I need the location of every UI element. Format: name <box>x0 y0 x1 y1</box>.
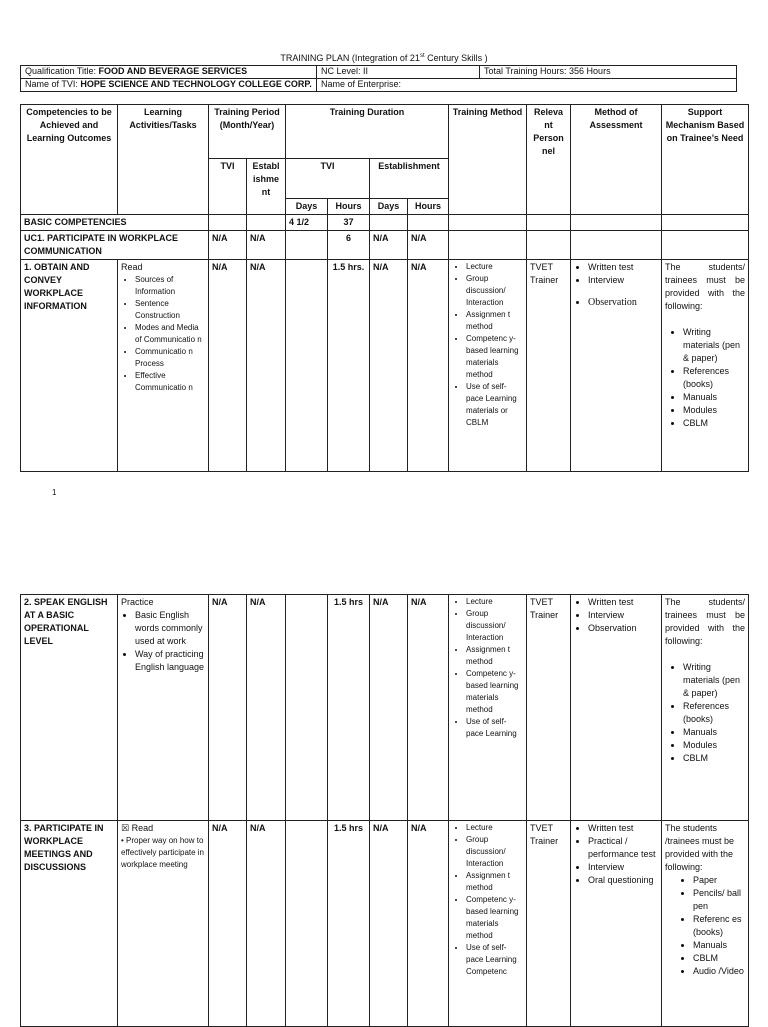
list-item: • Effective Communicatio n <box>135 370 205 394</box>
header-duration-establishment: Establishment <box>370 159 449 199</box>
list-item: • Manuals <box>683 726 745 739</box>
title-suffix: Century Skills ) <box>424 53 488 63</box>
qualification-title: Qualification Title: FOOD AND BEVERAGE SERVICES <box>21 66 317 79</box>
list-item: • Modules <box>683 404 745 417</box>
header-assessment: Method of Assessment <box>571 105 662 215</box>
enterprise-name: Name of Enterprise: <box>317 79 737 92</box>
header-support: Support Mechanism Based on Trainee’s Need <box>662 105 749 215</box>
list-item: • Written test <box>588 822 658 835</box>
list-item: • Way of practicing English language <box>135 648 205 674</box>
list-item: • Group discussion/ Interaction <box>466 834 523 870</box>
table-row: 2. SPEAK ENGLISH AT A BASIC OPERATIONAL LEVEL Practice • Basic English words commonly used at work • Way of practicing English language N/A N/A 1.5 hrs N/A N/A • Lecture • Group discussion/ Interaction • Assignmen t method • Competenc y-based learning materials method • Use of self-pace Learning TVET Trainer • Written test • Interview • Observation The students/ trainees must be provided with the following: • Writing materials (pen & paper) • References (books) • Manuals • Modules • CBLM <box>21 595 749 821</box>
uc1-row: UC1. PARTICIPATE IN WORKPLACE COMMUNICATION N/A N/A 6 N/A N/A <box>21 231 749 260</box>
header-personnel: Releva nt Person nel <box>527 105 571 215</box>
table-row: 1. OBTAIN AND CONVEY WORKPLACE INFORMATION Read • Sources of Information • Sentence Construction • Modes and Media of Communicatio n • Communicatio n Process • Effective Communicatio n N/A N/A 1.5 hrs. N/A N/A • Lecture • Group discussion/ Interaction • Assignmen t method • Competenc y-based learning materials method • Use of self-pace Learning materials or CBLM TVET Trainer • Written test • Interview • Observation The students/ trainees must be provided with the following: • Writing materials (pen & paper) • References (books) • Manuals • Modules • CBLM <box>21 260 749 472</box>
competency-3: 3. PARTICIPATE IN WORKPLACE MEETINGS AND DISCUSSIONS <box>21 821 118 1027</box>
list-item: • Practical / performance test <box>588 835 658 861</box>
methods-2 <box>449 595 527 821</box>
list-item: • Oral questioning <box>588 874 658 887</box>
assessment-3 <box>571 821 662 1027</box>
list-item: • References (books) <box>683 700 745 726</box>
assessment-1: • Written test • Interview • Observation <box>571 260 662 472</box>
list-item: • Pencils/ ball pen <box>693 887 745 913</box>
list-item: • CBLM <box>683 752 745 765</box>
header-tvi-hours: Hours <box>328 199 370 215</box>
list-item: • Assignmen t method <box>466 870 523 894</box>
list-item: • Written test <box>588 261 658 274</box>
list-item: • Lecture <box>466 822 523 834</box>
list-item: • Paper <box>693 874 745 887</box>
header-method: Training Method <box>449 105 527 215</box>
list-item: • Interview <box>588 861 658 874</box>
checkbox-glyph-icon: ☒ <box>121 823 130 833</box>
header-period-establishment: Establ ishme nt <box>247 159 286 215</box>
nc-level: NC Level: II <box>317 66 480 79</box>
header-period: Training Period (Month/Year) <box>209 105 286 159</box>
training-plan-table-continued <box>20 594 749 1027</box>
list-item: • Basic English words commonly used at work <box>135 609 205 648</box>
training-plan-table <box>20 104 749 472</box>
activities-3: ☒ Read • Proper way on how to effectively participate in workplace meeting <box>118 821 209 1027</box>
list-item: • References (books) <box>683 365 745 391</box>
list-item: • Sources of Information <box>135 274 205 298</box>
activities-1: Read • Sources of Information • Sentence Construction • Modes and Media of Communicatio n • Communicatio n Process • Effective Communicatio n <box>118 260 209 472</box>
activities-list-1 <box>121 274 205 394</box>
list-item: • CBLM <box>693 952 745 965</box>
title-sup: st <box>419 53 425 59</box>
list-item: • Assignmen t method <box>466 644 523 668</box>
list-item: • Writing materials (pen & paper) <box>683 661 745 700</box>
uc1-label: UC1. PARTICIPATE IN WORKPLACE COMMUNICATION <box>21 231 209 260</box>
page-number: 1 <box>52 488 57 497</box>
basic-days: 4 1/2 <box>286 215 328 231</box>
list-item: • Competenc y-based learning materials method <box>466 668 523 716</box>
table-row: 3. PARTICIPATE IN WORKPLACE MEETINGS AND DISCUSSIONS ☒ Read • Proper way on how to effectively participate in workplace meeting N/A N/A 1.5 hrs N/A N/A • Lecture • Group discussion/ Interaction • Assignmen t method • Competenc y-based learning materials method • Use of self-pace Learning Competenc TVET Trainer • Written test • Practical / performance test • Interview • Oral questioning The students /trainees must be provided with the following: • Paper • Pencils/ ball pen • Referenc es (books) • Manuals • CBLM • Audio /Video <box>21 821 749 1027</box>
list-item: • Interview <box>588 609 658 622</box>
personnel-2: TVET Trainer <box>527 595 571 821</box>
list-item: • Communicatio n Process <box>135 346 205 370</box>
list-item: • Group discussion/ Interaction <box>466 273 523 309</box>
personnel-3: TVET Trainer <box>527 821 571 1027</box>
list-item: • Interview <box>588 274 658 287</box>
basic-competencies-row <box>21 215 749 231</box>
basic-competencies-label: BASIC COMPETENCIES <box>21 215 209 231</box>
personnel-1: TVET Trainer <box>527 260 571 472</box>
list-item: • Manuals <box>683 391 745 404</box>
activities-2: Practice • Basic English words commonly used at work • Way of practicing English language <box>118 595 209 821</box>
qualification-value: FOOD AND BEVERAGE SERVICES <box>98 66 248 76</box>
header-row <box>21 105 749 159</box>
support-3: The students /trainees must be provided with the following: • Paper • Pencils/ ball pen • Referenc es (books) • Manuals • CBLM • Audio /Video <box>662 821 749 1027</box>
list-item: • Competenc y-based learning materials method <box>466 894 523 942</box>
list-item: • Group discussion/ Interaction <box>466 608 523 644</box>
total-training-hours: Total Training Hours: 356 Hours <box>480 66 737 79</box>
header-tvi-days: Days <box>286 199 328 215</box>
header-est-days: Days <box>370 199 408 215</box>
header-est-hours: Hours <box>408 199 449 215</box>
list-item: • Lecture <box>466 261 523 273</box>
methods-1 <box>449 260 527 472</box>
document-title <box>0 53 768 63</box>
list-item: • Modules <box>683 739 745 752</box>
list-item: • CBLM <box>683 417 745 430</box>
support-1: The students/ trainees must be provided with the following: • Writing materials (pen & paper) • References (books) • Manuals • Modules • CBLM <box>662 260 749 472</box>
header-period-tvi: TVI <box>209 159 247 215</box>
list-item: • Written test <box>588 596 658 609</box>
list-item: • Use of self-pace Learning Competenc <box>466 942 523 978</box>
competency-1: 1. OBTAIN AND CONVEY WORKPLACE INFORMATION <box>21 260 118 472</box>
assessment-2 <box>571 595 662 821</box>
list-item: • Manuals <box>693 939 745 952</box>
support-2: The students/ trainees must be provided with the following: • Writing materials (pen & paper) • References (books) • Manuals • Modules • CBLM <box>662 595 749 821</box>
tvi-name: Name of TVI: HOPE SCIENCE AND TECHNOLOGY COLLEGE CORP. <box>21 79 317 92</box>
header-activities: Learning Activities/Tasks <box>118 105 209 215</box>
list-item: • Sentence Construction <box>135 298 205 322</box>
list-item: • Use of self-pace Learning <box>466 716 523 740</box>
header-competencies: Competencies to be Achieved and Learning Outcomes <box>21 105 118 215</box>
list-item: • Audio /Video <box>693 965 745 978</box>
competency-2: 2. SPEAK ENGLISH AT A BASIC OPERATIONAL LEVEL <box>21 595 118 821</box>
list-item: • Observation <box>588 622 658 635</box>
title-text: TRAINING PLAN (Integration of 21 <box>280 53 420 63</box>
list-item: • Writing materials (pen & paper) <box>683 326 745 365</box>
list-item: • Referenc es (books) <box>693 913 745 939</box>
header-duration: Training Duration <box>286 105 449 159</box>
list-item: • Assignmen t method <box>466 309 523 333</box>
tvi-value: HOPE SCIENCE AND TECHNOLOGY COLLEGE CORP. <box>80 79 312 89</box>
list-item: • Lecture <box>466 596 523 608</box>
list-item: • Competenc y-based learning materials method <box>466 333 523 381</box>
basic-hours: 37 <box>328 215 370 231</box>
list-item: • Modes and Media of Communicatio n <box>135 322 205 346</box>
methods-3 <box>449 821 527 1027</box>
info-table <box>20 65 737 92</box>
header-duration-tvi: TVI <box>286 159 370 199</box>
list-item: • Use of self-pace Learning materials or CBLM <box>466 381 523 429</box>
